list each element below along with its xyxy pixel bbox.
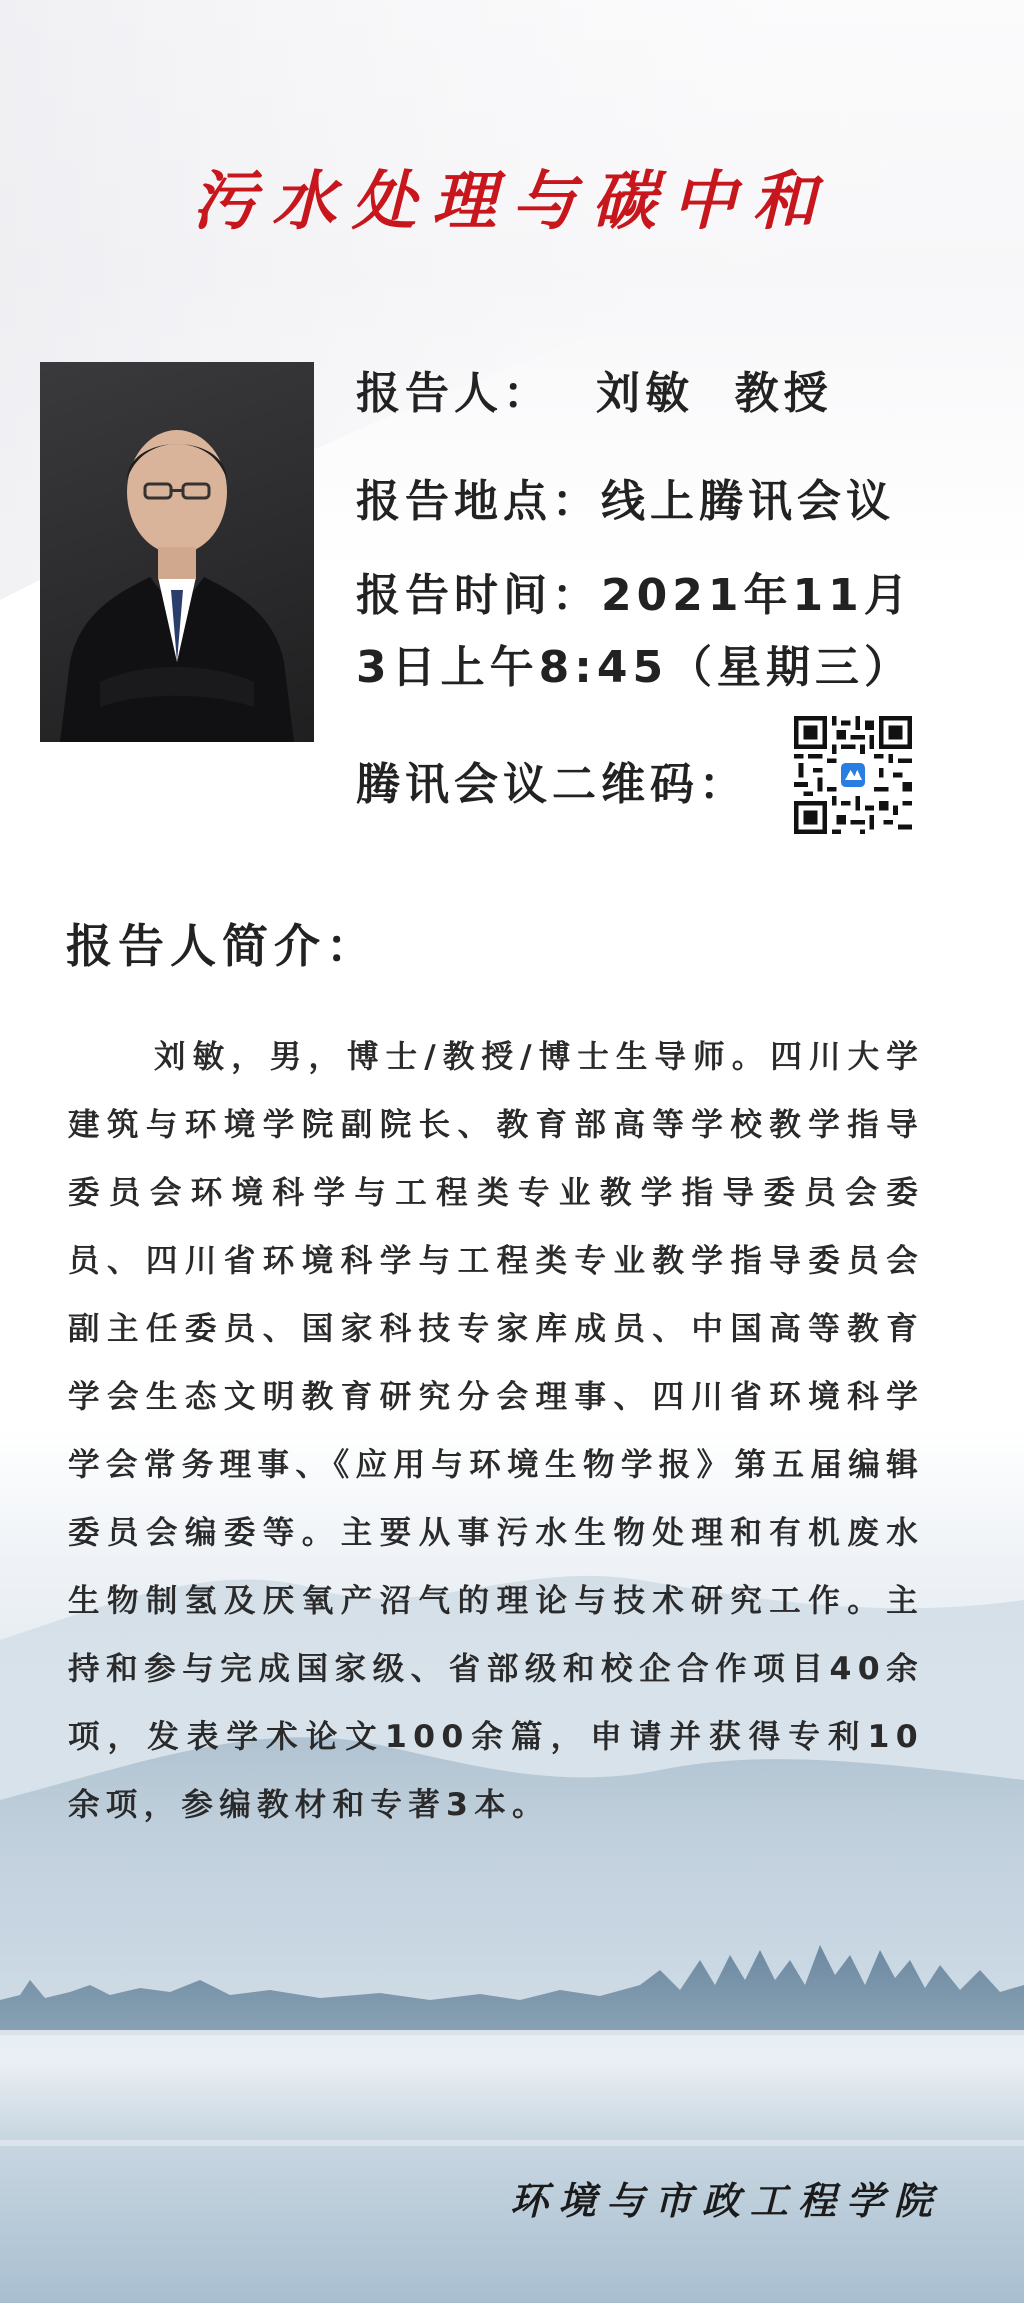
location-row — [356, 465, 895, 529]
time-value-line1: 2021年11月 — [601, 570, 913, 621]
bio-heading: 报告人简介： — [66, 919, 378, 973]
college-name: 环境与市政工程学院 — [509, 2178, 942, 2223]
speaker-value: 刘敏 教授 — [596, 368, 833, 419]
bio-paragraph: 刘敏，男，博士/教授/博士生导师。四川大学建筑与环境学院副院长、教育部高等学校教学指导委员会环境科学与工程类专业教学指导委员会委员、四川省环境科学与工程类专业教学指导委员会副主任委员、国家科技专家库成员、中国高等教育学会生态文明教育研究分会理事、四川省环境科学学会常务理事、《应用与环境生物学报》第五届编辑委员会编委等。主要从事污水生物处理和有机废水生物制氢及厌氧产沼气的理论与技术研究工作。主持和参与完成国家级、省部级和校企合作项目40余项，发表学术论文100余篇，申请并获得专利10余项，参编教材和专著3本。 — [68, 1039, 924, 1823]
lake-reflection — [0, 2140, 1024, 2146]
mist-band — [0, 2030, 1024, 2070]
location-value: 线上腾讯会议 — [601, 476, 895, 527]
time-label: 报告时间： — [356, 570, 601, 621]
speaker-row — [356, 357, 833, 421]
qr-label: 腾讯会议二维码： — [356, 759, 748, 810]
time-row — [356, 560, 913, 704]
location-label: 报告地点： — [356, 476, 601, 527]
person-silhouette-icon — [40, 362, 314, 742]
speaker-photo — [40, 362, 314, 742]
qr-row — [356, 748, 748, 812]
speaker-label: 报告人： — [356, 368, 552, 419]
poster-title: 污水处理与碳中和 — [192, 164, 832, 239]
qr-code-icon[interactable] — [794, 716, 912, 834]
time-value-line2: 3日上午8:45（星期三） — [356, 642, 914, 693]
